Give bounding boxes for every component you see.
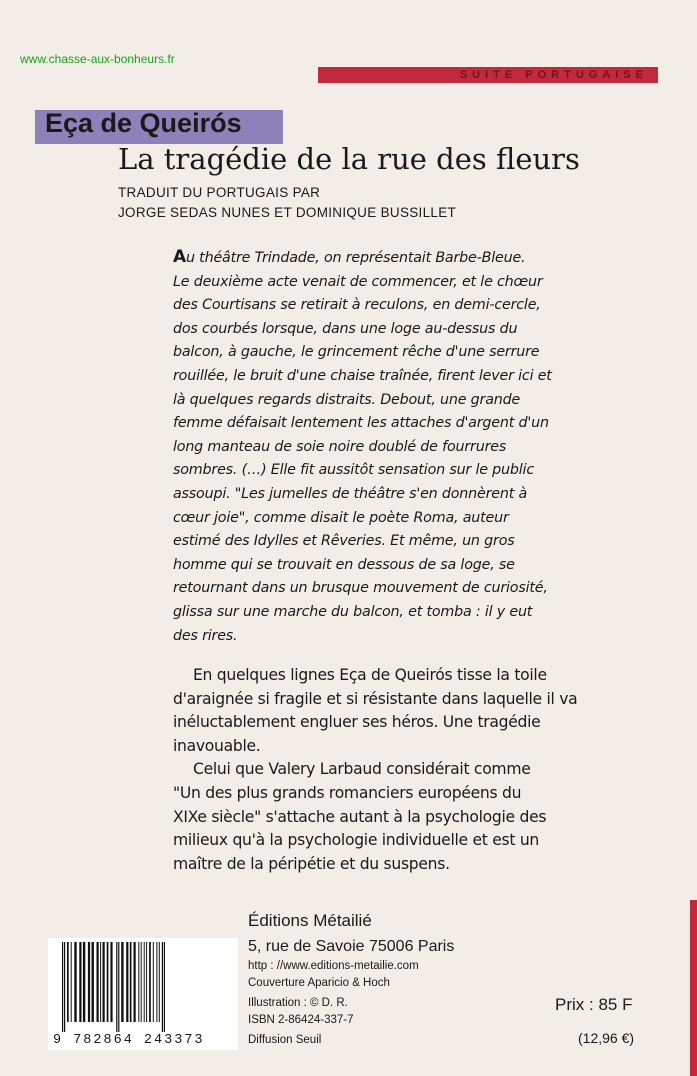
barcode-guard-bar xyxy=(118,942,119,1032)
isbn-barcode xyxy=(48,938,238,1050)
barcode-guard-bar xyxy=(62,942,63,1032)
barcode-bar xyxy=(97,942,99,1022)
isbn-number: ISBN 2-86424-337-7 xyxy=(248,1014,354,1026)
barcode-bar xyxy=(121,942,123,1022)
barcode-bar xyxy=(103,942,105,1022)
barcode-bar xyxy=(74,942,76,1022)
barcode-bar xyxy=(146,942,147,1022)
description-line: Celui que Valery Larbaud considérait comme xyxy=(193,760,531,779)
barcode-bar xyxy=(153,942,154,1022)
description-line: XIXe siècle" s'attache autant à la psychologie des xyxy=(173,807,547,826)
translation-credit xyxy=(118,183,456,223)
barcode-bar xyxy=(100,942,101,1022)
book-description xyxy=(173,664,643,876)
barcode-bar xyxy=(156,942,157,1022)
book-title: La tragédie de la rue des fleurs xyxy=(118,142,580,176)
drop-letter: A xyxy=(173,247,186,267)
description-line: d'araignée si fragile et si résistante dans laquelle il va xyxy=(173,689,578,708)
excerpt-line: Le deuxième acte venait de commencer, et le chœur xyxy=(173,273,543,290)
description-line: "Un des plus grands romanciers européens du xyxy=(173,783,522,802)
excerpt-line: homme qui se trouvait en dessous de sa loge, se xyxy=(173,556,515,573)
series-label: SUITE PORTUGAISE xyxy=(459,69,648,81)
excerpt-line: long manteau de soie noire doublé de fourrures xyxy=(173,438,507,455)
excerpt-line: balcon, à gauche, le grincement rêche d'une serrure xyxy=(173,344,540,361)
barcode-bar xyxy=(134,942,136,1022)
description-line: inéluctablement engluer ses héros. Une tragédie xyxy=(173,713,541,732)
series-band xyxy=(318,67,658,83)
barcode-bar xyxy=(79,942,81,1022)
description-line: En quelques lignes Eça de Queirós tisse la toile xyxy=(193,666,547,684)
publisher-address: 5, rue de Savoie 75006 Paris xyxy=(248,938,455,955)
barcode-bar xyxy=(149,942,151,1022)
description-line: milieux qu'à la psychologie individuelle et est un xyxy=(173,831,539,850)
barcode-bar xyxy=(126,942,128,1022)
price-francs: Prix : 85 F xyxy=(555,995,633,1014)
excerpt-line: rouillée, le bruit d'une chaise traînée, firent lever ici et xyxy=(173,367,552,384)
excerpt-line: sombres. (…) Elle fit aussitôt sensation sur le public xyxy=(173,462,534,479)
barcode-bar xyxy=(144,942,145,1022)
publisher-website: http : //www.editions-metailie.com xyxy=(248,960,419,972)
barcode-bar xyxy=(92,942,94,1022)
barcode-digits: 9 782864 243373 xyxy=(53,1033,205,1048)
excerpt-line: estimé des Idylles et Rêveries. Et même, un gros xyxy=(173,533,515,550)
watermark-url: www.chasse-aux-bonheurs.fr xyxy=(20,52,175,66)
excerpt-line: cœur joie", comme disait le poète Roma, auteur xyxy=(173,509,509,526)
barcode-bar xyxy=(83,942,85,1022)
cover-edge xyxy=(690,900,697,1076)
barcode-bar xyxy=(67,942,69,1022)
barcode-guard-bar xyxy=(164,942,165,1032)
author-name: Eça de Queirós xyxy=(45,108,242,138)
excerpt-line: dos courbés lorsque, dans une loge au-dessus du xyxy=(173,320,518,337)
barcode-bars xyxy=(48,938,238,1033)
price-euros: (12,96 €) xyxy=(578,1030,635,1046)
barcode-bar xyxy=(141,942,142,1022)
barcode-bar xyxy=(71,942,72,1022)
translation-line-1: TRADUIT DU PORTUGAIS PAR xyxy=(118,185,321,200)
distribution-credit: Diffusion Seuil xyxy=(248,1034,322,1046)
excerpt-line: des Courtisans se retirait à reculons, en demi-cercle, xyxy=(173,297,541,314)
barcode-bar xyxy=(107,942,109,1022)
excerpt xyxy=(173,246,623,648)
description-line: inavouable. xyxy=(173,736,261,755)
excerpt-line: Au théâtre Trindade, on représentait Barbe-Bleue. xyxy=(173,247,526,267)
barcode-bar xyxy=(159,942,160,1022)
barcode-guard-bar xyxy=(116,942,117,1032)
barcode-guard-bar xyxy=(162,942,163,1032)
cover-credit: Couverture Aparicio & Hoch xyxy=(248,977,390,989)
excerpt-line: glissa sur une marche du balcon, et tomba : il y eut xyxy=(173,603,533,620)
translation-line-2: JORGE SEDAS NUNES ET DOMINIQUE BUSSILLET xyxy=(118,205,457,220)
barcode-guard-bar xyxy=(64,942,65,1032)
excerpt-line: là quelques regards distraits. Debout, une grande xyxy=(173,391,521,408)
excerpt-line: femme défaisait lentement les attaches d'argent d'un xyxy=(173,415,549,432)
barcode-bar xyxy=(138,942,139,1022)
excerpt-line: assoupi. "Les jumelles de théâtre s'en donnèrent à xyxy=(173,485,528,502)
publisher-name: Éditions Métailié xyxy=(248,911,372,930)
excerpt-line: des rires. xyxy=(173,627,238,644)
barcode-bar xyxy=(130,942,132,1022)
illustration-credit: Illustration : © D. R. xyxy=(248,997,348,1009)
description-line: maître de la péripétie et du suspens. xyxy=(173,854,450,873)
excerpt-line: retournant dans un brusque mouvement de curiosité, xyxy=(173,580,548,597)
barcode-bar xyxy=(88,942,90,1022)
barcode-bar xyxy=(110,942,112,1022)
